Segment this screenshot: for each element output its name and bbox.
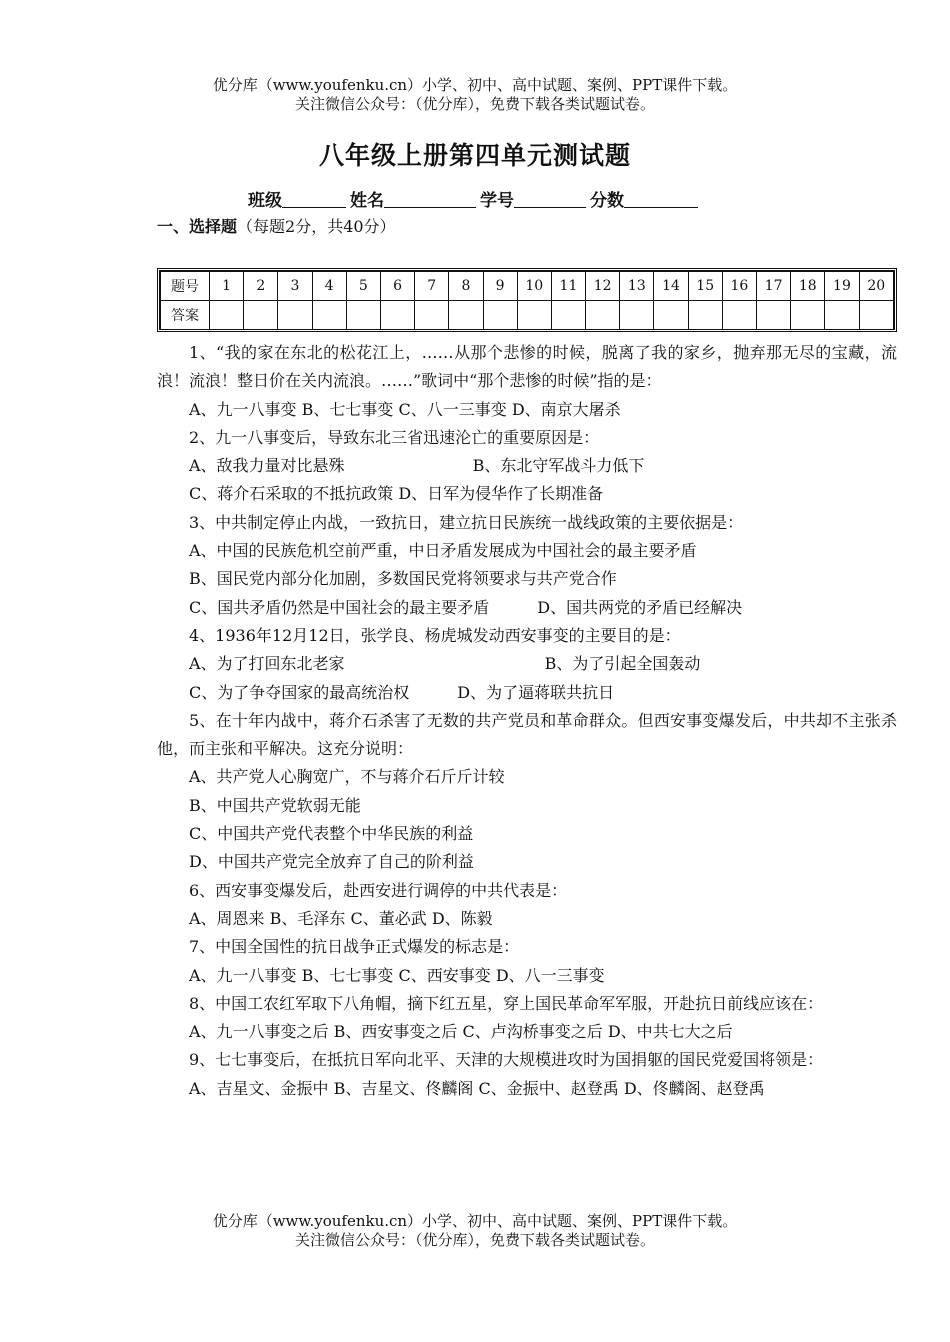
name-blank[interactable]: [384, 191, 476, 208]
answer-cell[interactable]: [380, 301, 414, 330]
question-stem: 2、九一八事变后，导致东北三省迅速沦亡的重要原因是：: [189, 427, 600, 447]
question-number-cell: 7: [415, 272, 449, 301]
option-text: C、国共矛盾仍然是中国社会的最主要矛盾: [189, 597, 490, 617]
answer-cell[interactable]: [722, 301, 756, 330]
option-text: B、东北守军战斗力低下: [472, 456, 645, 476]
question-number-cell: 17: [757, 272, 791, 301]
option-line: [157, 962, 897, 990]
question-number-cell: 15: [688, 272, 722, 301]
option-text: A、敌我力量对比悬殊: [189, 456, 345, 476]
page-title: 八年级上册第四单元测试题: [318, 141, 631, 170]
option-text: A、吉星文、金振中 B、吉星文、佟麟阁 C、金振中、赵登禹 D、佟麟阁、赵登禹: [189, 1078, 765, 1098]
option-line: [157, 820, 897, 848]
option-text: A、为了打回东北老家: [189, 654, 345, 674]
answer-cell[interactable]: [346, 301, 380, 330]
option-line: [157, 480, 897, 508]
option-text: C、蒋介石采取的不抵抗政策 D、日军为侵华作了长期准备: [189, 484, 604, 504]
question-number-cell: 13: [620, 272, 654, 301]
question-stem: 1、“我的家在东北的松花江上，……从那个悲惨的时候，脱离了我的家乡，抛弃那无尽的宝藏，流浪！流浪！整日价在关内流浪。……”歌词中“那个悲惨的时候”指的是：: [157, 343, 897, 391]
section-title: 一、选择题: [157, 217, 238, 236]
answer-cell[interactable]: [517, 301, 551, 330]
question-number-cell: 16: [722, 272, 756, 301]
option-text: A、中国的民族危机空前严重，中日矛盾发展成为中国社会的最主要矛盾: [189, 541, 697, 561]
answer-cell[interactable]: [483, 301, 517, 330]
question-item: [157, 509, 897, 622]
question-number-cell: 5: [346, 272, 380, 301]
option-text: A、九一八事变之后 B、西安事变之后 C、卢沟桥事变之后 D、中共七大之后: [189, 1022, 733, 1042]
table-row-numbers: [161, 272, 894, 301]
question-item: [157, 339, 897, 424]
section-note: （每题2分，共40分）: [237, 217, 396, 236]
answer-table: [157, 268, 897, 332]
option-text: B、中国共产党软弱无能: [189, 795, 361, 815]
section-heading: [157, 214, 396, 237]
option-text: D、为了逼蒋联共抗日: [457, 682, 615, 702]
option-line: [157, 537, 897, 565]
footer-line-1: 优分库（www.youfenku.cn）小学、初中、高中试题、案例、PPT课件下载。: [212, 1212, 738, 1230]
score-blank[interactable]: [624, 191, 698, 208]
row-label-number: 题号: [161, 272, 210, 301]
answer-cell[interactable]: [586, 301, 620, 330]
answer-cell[interactable]: [620, 301, 654, 330]
question-list: [157, 339, 897, 1103]
answer-cell[interactable]: [312, 301, 346, 330]
answer-cell[interactable]: [688, 301, 722, 330]
option-text: C、中国共产党代表整个中华民族的利益: [189, 824, 474, 844]
answer-cell[interactable]: [210, 301, 244, 330]
option-line: [157, 594, 897, 622]
option-text: B、国民党内部分化加剧，多数国民党将领要求与共产党合作: [189, 569, 617, 589]
answer-cell[interactable]: [449, 301, 483, 330]
answer-cell[interactable]: [859, 301, 893, 330]
number-blank[interactable]: [514, 191, 586, 208]
option-line: [157, 1075, 897, 1103]
header-line-1: 优分库（www.youfenku.cn）小学、初中、高中试题、案例、PPT课件下载。: [212, 76, 738, 94]
option-line: [157, 679, 897, 707]
question-item: [157, 1046, 897, 1103]
question-number-cell: 10: [517, 272, 551, 301]
header-line-2: 关注微信公众号：（优分库），免费下载各类试题试卷。: [294, 95, 655, 113]
question-item: [157, 622, 897, 707]
row-label-answer: 答案: [161, 301, 210, 330]
option-text: A、周恩来 B、毛泽东 C、董必武 D、陈毅: [189, 908, 493, 928]
number-label: 学号: [480, 191, 514, 211]
class-label: 班级: [248, 191, 282, 211]
option-line: [157, 650, 897, 678]
answer-cell[interactable]: [825, 301, 859, 330]
question-number-cell: 11: [551, 272, 585, 301]
answer-cell[interactable]: [757, 301, 791, 330]
option-line: [157, 905, 897, 933]
question-stem: 6、西安事变爆发后，赴西安进行调停的中共代表是：: [189, 880, 568, 900]
question-item: [157, 707, 897, 877]
question-stem: 8、中国工农红军取下八角帽，摘下红五星，穿上国民革命军军服，开赴抗日前线应该在：: [189, 993, 824, 1013]
option-text: A、共产党人心胸宽广，不与蒋介石斤斤计较: [189, 767, 505, 787]
option-text: A、九一八事变 B、七七事变 C、八一三事变 D、南京大屠杀: [189, 399, 621, 419]
option-line: [157, 792, 897, 820]
table-row-answers: [161, 301, 894, 330]
question-stem: 5、在十年内战中，蒋介石杀害了无数的共产党员和革命群众。但西安事变爆发后，中共却不主张杀他，而主张和平解决。这充分说明：: [157, 710, 897, 759]
question-number-cell: 18: [791, 272, 825, 301]
question-stem: 7、中国全国性的抗日战争正式爆发的标志是：: [189, 937, 520, 957]
option-text: D、国共两党的矛盾已经解决: [537, 597, 743, 617]
answer-cell[interactable]: [278, 301, 312, 330]
question-number-cell: 12: [586, 272, 620, 301]
answer-cell[interactable]: [791, 301, 825, 330]
option-line: [157, 1018, 897, 1046]
answer-cell[interactable]: [415, 301, 449, 330]
option-text: B、为了引起全国轰动: [544, 654, 701, 674]
question-item: [157, 933, 897, 990]
question-number-cell: 2: [244, 272, 278, 301]
question-stem: 9、七七事变后，在抵抗日军向北平、天津的大规模进攻时为国捐躯的国民党爱国将领是：: [189, 1050, 824, 1070]
question-number-cell: 8: [449, 272, 483, 301]
answer-cell[interactable]: [551, 301, 585, 330]
question-item: [157, 990, 897, 1047]
option-text: C、为了争夺国家的最高统治权: [189, 682, 410, 702]
class-blank[interactable]: [282, 191, 346, 208]
question-item: [157, 424, 897, 509]
score-label: 分数: [590, 191, 624, 211]
question-number-cell: 9: [483, 272, 517, 301]
student-info-line: [0, 186, 950, 211]
question-number-cell: 1: [210, 272, 244, 301]
option-line: [157, 396, 897, 424]
option-line: [157, 452, 897, 480]
question-stem: 4、1936年12月12日，张学良、杨虎城发动西安事变的主要目的是：: [189, 625, 681, 645]
option-line: [157, 763, 897, 791]
question-number-cell: 6: [380, 272, 414, 301]
answer-cell[interactable]: [654, 301, 688, 330]
option-text: A、九一八事变 B、七七事变 C、西安事变 D、八一三事变: [189, 965, 605, 985]
page-header: [0, 76, 950, 114]
page-footer: [0, 1212, 950, 1250]
question-item: [157, 877, 897, 934]
question-number-cell: 19: [825, 272, 859, 301]
question-number-cell: 14: [654, 272, 688, 301]
name-label: 姓名: [350, 191, 384, 211]
option-text: D、中国共产党完全放弃了自己的阶利益: [189, 852, 474, 872]
footer-line-2: 关注微信公众号：（优分库），免费下载各类试题试卷。: [294, 1231, 655, 1249]
question-number-cell: 4: [312, 272, 346, 301]
question-number-cell: 20: [859, 272, 893, 301]
question-number-cell: 3: [278, 272, 312, 301]
option-line: [157, 565, 897, 593]
question-stem: 3、中共制定停止内战，一致抗日，建立抗日民族统一战线政策的主要依据是：: [189, 512, 744, 532]
option-line: [157, 848, 897, 876]
answer-cell[interactable]: [244, 301, 278, 330]
